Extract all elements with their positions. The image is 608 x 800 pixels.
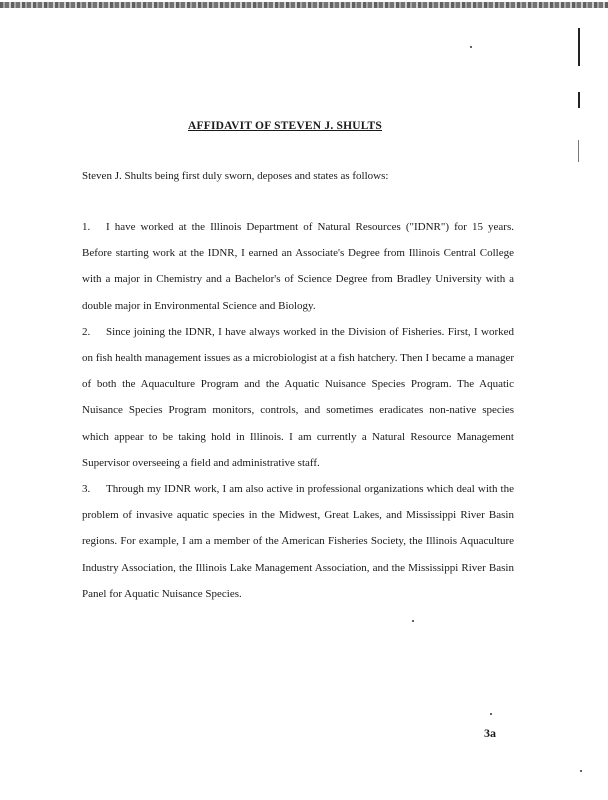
paragraph-number: 2. [82,325,91,338]
paragraph-3 [82,476,514,607]
paragraph-number: 1. [82,221,91,233]
paragraph-text: Through my IDNR work, I am also active in professional organizations which deal with the problem of invasive aquatic species in the Midwest, Great Lakes, and Mississippi River Basin regions. For example, I am a member of the American Fisheries Society, the Illinois Aquaculture Industry Association, the Illinois Lake Management Association, and the Mississippi River Basin Panel for Aquatic Nuisance Species. [82,483,514,600]
paragraph-2 [82,319,514,476]
scan-edge-artifact [0,2,608,8]
paragraph-text: I have worked at the Illinois Department of Natural Resources ("IDNR") for 15 years. Before starting work at the IDNR, I earned an Associate's Degree from Illinois Central College with a major in Chemistry and a Bachelor's of Science Degree from Bradley University with a double major in Environmental Science and Biology. [82,221,514,312]
scan-speck [470,46,472,48]
paragraph-text: Since joining the IDNR, I have always worked in the Division of Fisheries. First, I worked on fish health management issues as a microbiologist at a fish hatchery. Then I became a manager of both the Aquaculture Program and the Aquatic Nuisance Species Program. The Aquatic Nuisance Species Program monitors, controls, and sometimes eradicates non-native species which appear to be taking hold in Illinois. I am currently a Natural Resource Management Supervisor overseeing a field and administrative staff. [82,325,514,469]
scan-speck [490,713,492,715]
margin-mark [578,140,579,162]
scan-speck [412,620,414,622]
intro-statement: Steven J. Shults being first duly sworn, deposes and states as follows: [82,170,389,182]
scan-speck [580,770,582,772]
paragraph-1 [82,214,514,319]
margin-mark [578,92,580,108]
affidavit-body [82,214,514,607]
page-number: 3a [484,726,496,740]
document-title: AFFIDAVIT OF STEVEN J. SHULTS [187,120,382,132]
paragraph-number: 3. [82,483,91,496]
margin-mark [578,28,580,66]
